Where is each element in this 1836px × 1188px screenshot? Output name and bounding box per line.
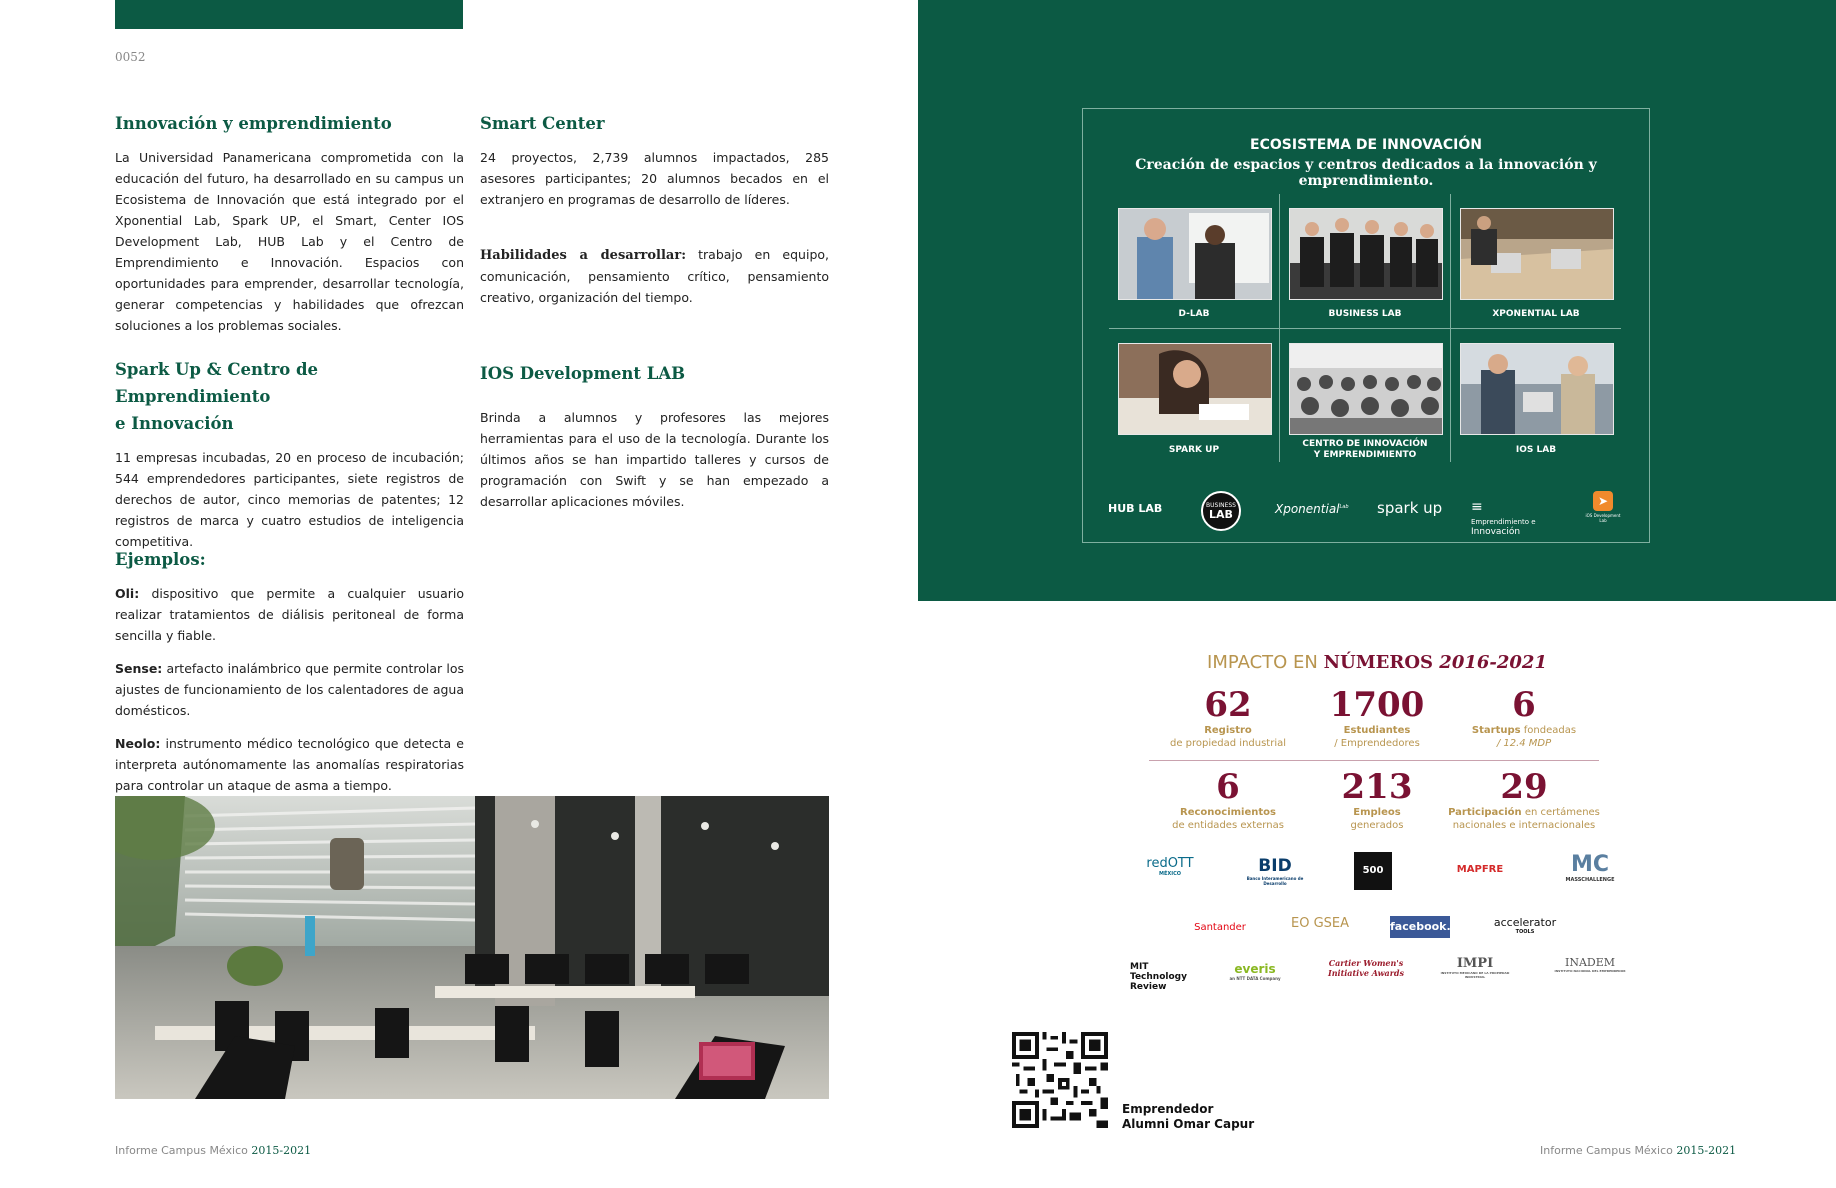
hub-lab-logo: HUB LAB [1108,502,1163,515]
stat-label [1434,806,1614,832]
lab-photo-illustration [115,796,829,1099]
section-sparkup [115,356,464,552]
business-lab-logo-bottom: LAB [1209,508,1233,521]
example-name: Sense: [115,661,163,676]
partner-name: INADEM [1564,956,1616,969]
section-body: 11 empresas incubadas, 20 en proceso de incubación; 544 emprendedores participantes, siete registros de derechos de autor, cinco memorias de patentes; 12 registros de marca y cuatro estudios de inteligencia competitiva. [115,450,464,549]
cell-label-line2: Y EMPRENDIMIENTO [1313,450,1417,460]
example-item [115,583,464,646]
500-startups-logo: 500 [1354,852,1392,890]
cell-label-business-lab: BUSINESS LAB [1328,309,1402,319]
partner-name: IMPI [1456,956,1494,971]
section-body: 24 proyectos, 2,739 alumnos impactados, 285 asesores participantes; 20 alumnos becados en el extranjero en programas de desarrollo de líderes. [480,150,829,207]
cell-label-sparkup: SPARK UP [1168,445,1220,455]
cell-label-dlab: D-LAB [1178,309,1210,319]
bid-logo [1235,856,1315,886]
footer-text: Informe Campus México [115,1144,252,1157]
ecosystem-subtitle: Creación de espacios y centros dedicados a la innovación y emprendimiento. [1135,157,1597,189]
skills-paragraph [480,244,829,308]
partner-sub: INSTITUTO NACIONAL DEL EMPRENDEDOR [1554,969,1626,973]
centro-logo-line2: Innovación [1471,527,1521,537]
stat-label-rest: / 12.4 MDP [1496,738,1552,749]
footer-years: 2015-2021 [251,1144,312,1157]
cell-label-xponential-lab: XPONENTIAL LAB [1492,309,1580,319]
footer-left [115,1144,311,1157]
stat-label-bold: Estudiantes [1343,725,1411,736]
stat-label-rest: generados [1350,820,1404,831]
ios-lab-photo-illustration [1461,344,1613,434]
stat-label-inline: en certámenes [1521,807,1600,818]
stat-label-rest: / Emprendedores [1334,738,1420,749]
everis-logo [1220,962,1290,981]
business-lab-photo-illustration [1290,209,1442,299]
xponential-logo-text: Xponential [1275,502,1340,516]
ecosystem-title: ECOSISTEMA DE INNOVACIÓN [1250,137,1482,153]
cell-label-line1: CENTRO DE INNOVACIÓN [1302,439,1428,449]
business-lab-logo [1201,491,1241,531]
partner-sub: MÉXICO [1158,871,1182,877]
impact-title-b: NÚMEROS [1323,652,1434,673]
example-name: Neolo: [115,736,161,751]
impact-divider [1149,760,1599,761]
stat-value: 1700 [1329,685,1425,725]
top-color-bar [115,0,463,29]
example-text: dispositivo que permite a cualquier usuario realizar tratamientos de diálisis peritoneal de forma sencilla y fiable. [115,586,464,643]
partner-name: BID [1258,856,1292,876]
qr-code[interactable] [1012,1032,1108,1128]
ios-dev-lab-logo [1583,491,1623,523]
cartier-logo: Cartier Women's Initiative Awards [1327,958,1405,978]
section-ios [480,360,829,512]
section-smart [480,110,829,308]
example-text: artefacto inalámbrico que permite controlar los ajustes de funcionamiento de los calentadores de agua domésticos. [115,661,464,718]
xponential-lab-photo-illustration [1461,209,1613,299]
cell-label-centro [1280,439,1450,461]
stat-label-rest: nacionales e internacionales [1452,820,1596,831]
stat-label-inline: fondeadas [1520,725,1577,736]
example-item [115,733,464,796]
dlab-photo-illustration [1119,209,1271,299]
section-ejemplos [115,546,464,796]
xponential-logo [1275,502,1349,516]
mapfre-logo: MAPFRE [1456,864,1504,875]
stat-value: 62 [1204,685,1252,725]
centro-logo [1471,497,1536,537]
swift-icon: ➤ [1593,491,1613,511]
centro-logo-mark-icon: ≡ [1471,499,1483,515]
skills-text: trabajo en equipo, comunicación, pensamiento crítico, pensamiento creativo, organización del tiempo. [480,247,829,305]
partner-sub: TOOLS [1515,929,1535,935]
stat-label-bold: Empleos [1353,807,1401,818]
business-lab-logo-top: BUSINESS [1206,502,1236,509]
impact-title-a: IMPACTO EN [1207,652,1324,673]
partner-name: everis [1234,962,1276,976]
impact-title [918,652,1836,673]
section-title: Smart Center [480,114,605,133]
stat-item [1434,768,1614,832]
stat-label-rest: de entidades externas [1172,820,1284,831]
section-title: IOS Development LAB [480,364,686,383]
section-title-line1: Spark Up & Centro de Emprendimiento [115,360,319,406]
xponential-lab-photo [1460,208,1614,300]
section-title: Innovación y emprendimiento [115,114,392,133]
partner-sub: Banco Interamericano de Desarrollo [1246,876,1304,886]
partner-logos [1130,850,1630,1020]
santander-logo: Santander [1194,922,1246,933]
partner-name: accelerator [1493,916,1557,929]
grid-divider [1109,328,1621,329]
inadem-logo [1550,956,1630,973]
centro-photo [1289,343,1443,435]
footer-right [1540,1144,1736,1157]
partner-name: MC [1570,852,1610,877]
lab-photo [115,796,829,1099]
example-text: instrumento médico tecnológico que detecta e interpreta autónomamente las anomalías respiratorias para controlar un ataque de asma a tiempo. [115,736,464,793]
sparkup-photo [1118,343,1272,435]
stat-label-bold: Registro [1204,725,1252,736]
qr-caption-line1: Emprendedor [1122,1102,1214,1116]
stat-label-bold: Participación [1448,807,1522,818]
impact-title-c: 2016-2021 [1433,652,1547,673]
sparkup-photo-illustration [1119,344,1271,434]
partner-sub: MASSCHALLENGE [1565,877,1615,883]
impi-logo [1440,956,1510,979]
ecosystem-box [1082,108,1650,543]
partner-sub: an NTT DATA Company [1229,976,1281,981]
cell-label-ios-lab: IOS LAB [1515,445,1557,455]
business-lab-photo [1289,208,1443,300]
example-name: Oli: [115,586,140,601]
section-body: Brinda a alumnos y profesores las mejores herramientas para el uso de la tecnología. Durante los últimos años se han impartido talleres y cursos de programación con Swift y se han empezado a desarrollar aplicaciones móviles. [480,410,829,509]
partner-sub: INSTITUTO MEXICANO DE LA PROPIEDAD INDUSTRIAL [1440,971,1510,979]
sparkup-logo: spark up [1377,499,1443,517]
centro-photo-illustration [1290,344,1442,434]
xponential-logo-sup: Lab [1339,504,1349,510]
stat-label-rest: de propiedad industrial [1169,738,1287,749]
facebook-logo: facebook. [1390,916,1450,938]
masschallenge-logo [1550,852,1630,883]
ios-dev-lab-logo-text: iOS Development Lab [1585,513,1621,523]
eo-gsea-logo: EO GSEA [1290,916,1349,931]
stat-item [1434,686,1614,750]
ios-lab-photo [1460,343,1614,435]
centro-logo-line1: Emprendimiento e [1471,518,1536,526]
partner-name: redOTT [1146,856,1194,871]
section-body: La Universidad Panamericana comprometida con la educación del futuro, ha desarrollado en su campus un Ecosistema de Innovación que está integrado por el Xponential Lab, Spark UP, el Smart, Center IOS Development Lab, HUB Lab y el Centro de Emprendimiento e Innovación. Espacios con oportunidades para emprender, desarrollar tecnología, generar competencias y habilidades que ofrezcan soluciones a los problemas sociales. [115,150,464,333]
mit-technology-review-logo: MIT Technology Review [1130,962,1187,992]
footer-text: Informe Campus México [1540,1144,1677,1157]
redott-logo [1130,856,1210,877]
section-title: Ejemplos: [115,550,206,569]
page-number: 0052 [115,50,146,64]
stat-label [1434,724,1614,750]
footer-years: 2015-2021 [1676,1144,1737,1157]
stat-value: 6 [1512,685,1536,725]
qr-caption [1122,1102,1254,1132]
dlab-photo [1118,208,1272,300]
stat-value: 29 [1500,767,1548,807]
stat-value: 213 [1341,767,1413,807]
qr-caption-line2: Alumni Omar Capur [1122,1117,1255,1131]
stat-label-bold: Reconocimientos [1180,807,1276,818]
skills-label: Habilidades a desarrollar: [480,248,687,263]
section-title-line2: e Innovación [115,414,234,433]
stat-value: 6 [1216,767,1240,807]
qr-code-icon [1012,1032,1108,1128]
section-innovacion [115,110,464,336]
accelerator-tools-logo [1480,916,1570,935]
example-item [115,658,464,721]
stat-label-bold: Startups [1471,725,1521,736]
